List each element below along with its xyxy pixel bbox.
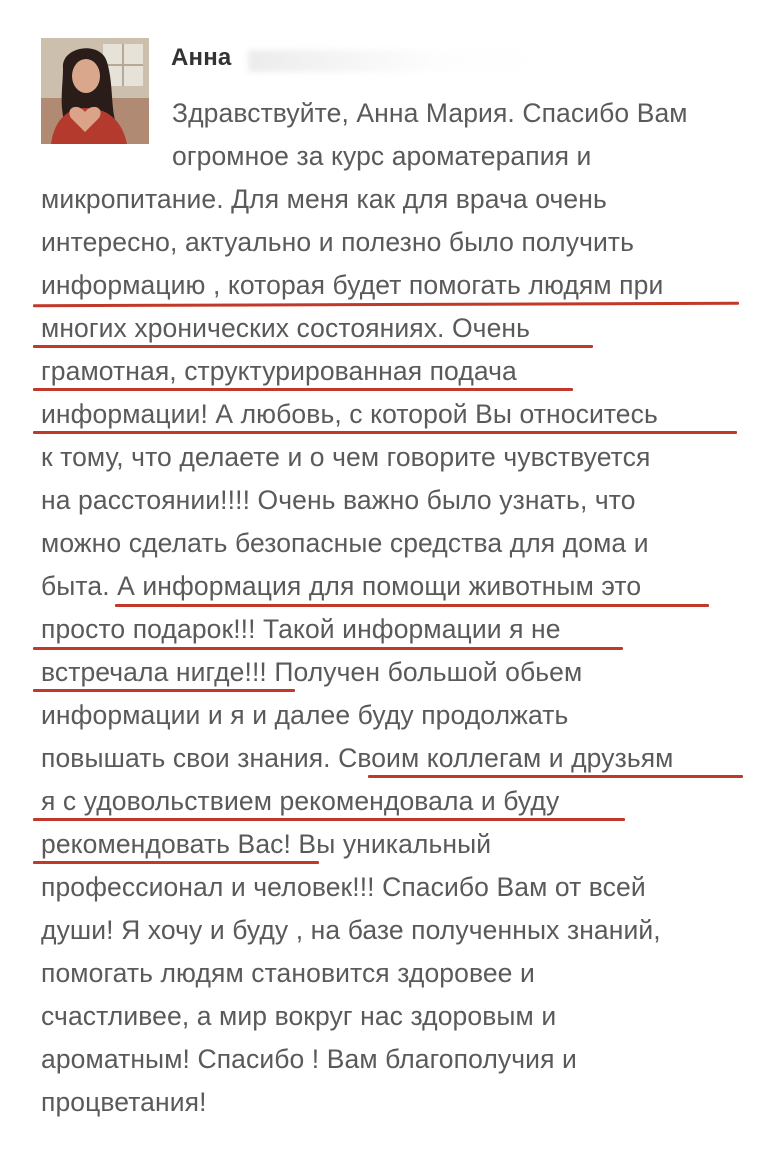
highlight-underline [33,302,739,307]
review-line: к тому, что делаете и о чем говорите чувствуется [41,442,651,472]
review-line: на расстоянии!!!! Очень важно было узнать, что [41,485,636,515]
highlight-underline [115,604,709,607]
review-line: грамотная, структурированная подача [41,356,517,386]
review-line: помогать людям становится здоровее и [41,958,535,988]
review-line: информации! А любовь, с которой Вы относитесь [41,399,658,429]
author-surname-blurred [248,50,548,72]
review-line: счастливее, а мир вокруг нас здоровым и [41,1001,557,1031]
avatar[interactable] [41,38,149,144]
review-line: встречала нигде!!! Получен большой обьем [41,657,583,687]
review-line: быта. А информация для помощи животным это [41,571,642,601]
review-line: ароматным! Спасибо ! Вам благополучия и [41,1044,577,1074]
review-line: рекомендовать Вас! Вы уникальный [41,829,492,859]
review-line: интересно, актуально и полезно было получить [41,227,635,257]
highlight-underline [33,689,295,692]
review-line: информацию , которая будет помогать людям при [41,270,664,300]
review-line: процветания! [41,1087,207,1117]
review-line: можно сделать безопасные средства для дома и [41,528,649,558]
review-line: информации и я и далее буду продолжать [41,700,569,730]
review-line: огромное за курс ароматерапия и [172,141,592,171]
review-line: повышать свои знания. Своим коллегам и друзьям [41,743,674,773]
highlight-underline [368,775,743,778]
review-line: души! Я хочу и буду , на базе полученных знаний, [41,915,661,945]
review-line: микропитание. Для меня как для врача очень [41,184,607,214]
user-photo-avatar-icon [41,38,149,144]
review-line: Здравствуйте, Анна Мария. Спасибо Вам [172,98,688,128]
review-line: я с удовольствием рекомендовала и буду [41,786,560,816]
highlight-underline [33,647,623,650]
review-line: просто подарок!!! Такой информации я не [41,614,561,644]
highlight-underline [33,431,737,434]
highlight-underline [33,388,573,391]
author-name[interactable]: Анна [171,44,232,71]
review-line: многих хронических состояниях. Очень [41,313,531,343]
review-line: профессионал и человек!!! Спасибо Вам от всей [41,872,646,902]
highlight-underline [33,818,625,821]
highlight-underline [33,861,319,864]
highlight-underline [33,345,593,348]
